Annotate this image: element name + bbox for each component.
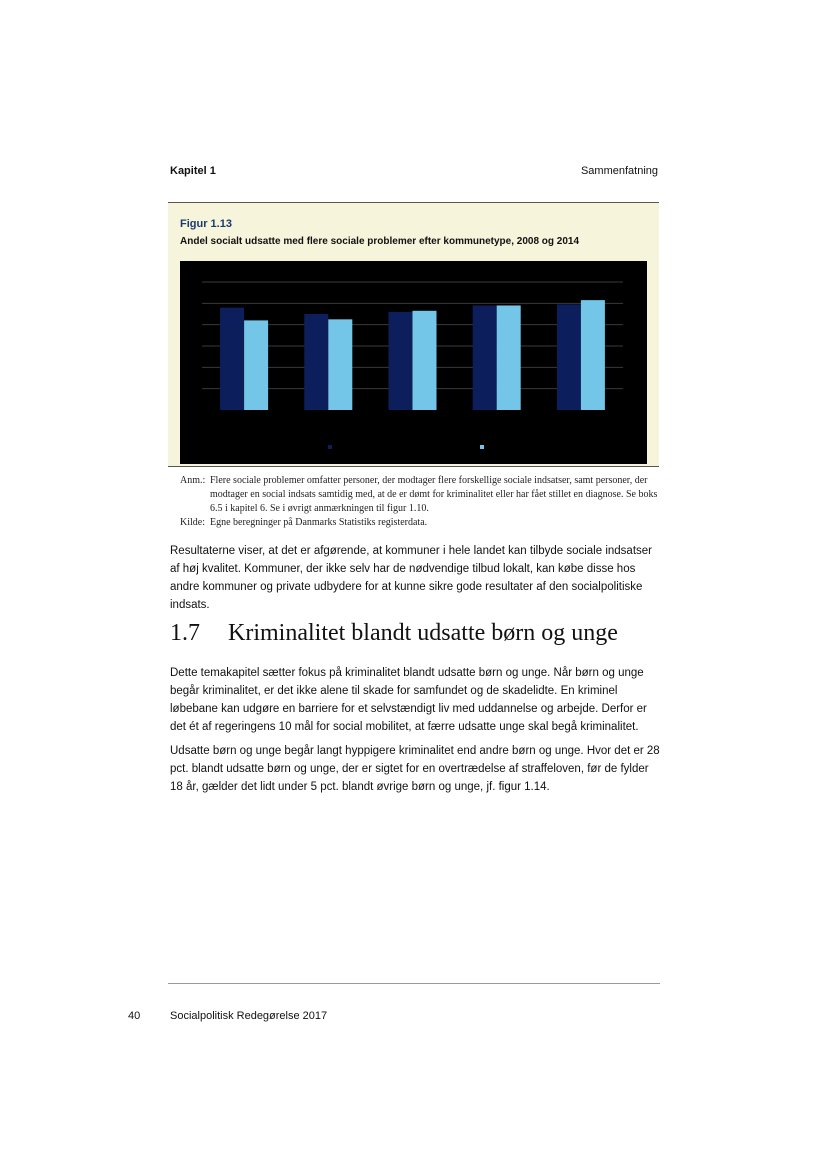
note-annotation-key: Anm.: <box>180 475 206 486</box>
chart-bars <box>220 300 605 410</box>
section-number: 1.7 <box>170 620 200 646</box>
paragraph-results: Resultaterne viser, at det er afgørende, at kommuner i hele landet kan tilbyde sociale indsatser af høj kvalitet. Kommuner, der ikke selv har de nødvendige tilbud lokalt, kan købe disse hos andre kommuner og private udbydere for at kunne sikre gode resultater af den socialpolitiske indsats. <box>170 545 652 611</box>
bar-series-1-cat-3 <box>389 312 413 410</box>
page-number: 40 <box>128 1010 141 1022</box>
footer-rule <box>168 983 660 984</box>
legend-marker-series-1 <box>328 445 332 449</box>
chart-svg <box>180 261 647 464</box>
figure-title: Andel socialt udsatte med flere sociale problemer efter kommunetype, 2008 og 2014 <box>180 236 580 247</box>
running-header-chapter: Kapitel 1 <box>170 165 216 177</box>
bar-series-1-cat-2 <box>304 314 328 410</box>
legend-marker-series-2 <box>480 445 484 449</box>
bar-chart <box>180 261 647 464</box>
section-heading <box>170 620 660 647</box>
bar-series-1-cat-5 <box>557 304 581 410</box>
bar-series-2-cat-3 <box>413 311 437 410</box>
figure-label: Figur 1.13 <box>180 218 232 230</box>
bar-series-1-cat-4 <box>473 305 497 410</box>
chart-legend <box>328 445 484 449</box>
note-annotation <box>180 474 660 516</box>
note-source-key: Kilde: <box>180 517 205 528</box>
paragraph-crime: Udsatte børn og unge begår langt hyppigere kriminalitet end andre børn og unge. Hvor det er 28 pct. blandt udsatte børn og unge, der er sigtet for en overtrædelse af straffeloven, før de fylder 18 år, gælder det lidt under 5 pct. blandt øvrige børn og unge, jf. figur 1.14. <box>170 745 660 793</box>
note-source <box>180 516 660 530</box>
footer-title: Socialpolitisk Redegørelse 2017 <box>170 1010 328 1022</box>
note-annotation-text: Flere sociale problemer omfatter personer, der modtager flere forskellige sociale indsatser, samt personer, der modtager en social indsats samtidig med, at de er dømt for kriminalitet eller har fået stillet en diagnose. Se boks 6.5 i kapitel 6. Se i øvrigt anmærkningen til figur 1.10. <box>210 475 658 514</box>
bar-series-1-cat-1 <box>220 308 244 410</box>
figure-notes <box>180 474 660 530</box>
section-title: Kriminalitet blandt udsatte børn og unge <box>228 620 618 646</box>
bar-series-2-cat-1 <box>244 320 268 410</box>
bar-series-2-cat-4 <box>497 305 521 410</box>
running-header-section: Sammenfatning <box>580 165 658 177</box>
paragraph-intro: Dette temakapitel sætter fokus på kriminalitet blandt udsatte børn og unge. Når børn og unge begår kriminalitet, er det ikke alene til skade for samfundet og de skadelidte. En kriminel løbebane kan udgøre en barriere for et selvstændigt liv med uddannelse og arbejde. Derfor er det ét af regeringens 10 mål for social mobilitet, at færre udsatte unge skal begå kriminalitet. <box>170 667 647 733</box>
bar-series-2-cat-2 <box>328 319 352 410</box>
bar-series-2-cat-5 <box>581 300 605 410</box>
note-source-text: Egne beregninger på Danmarks Statistiks registerdata. <box>210 517 428 528</box>
